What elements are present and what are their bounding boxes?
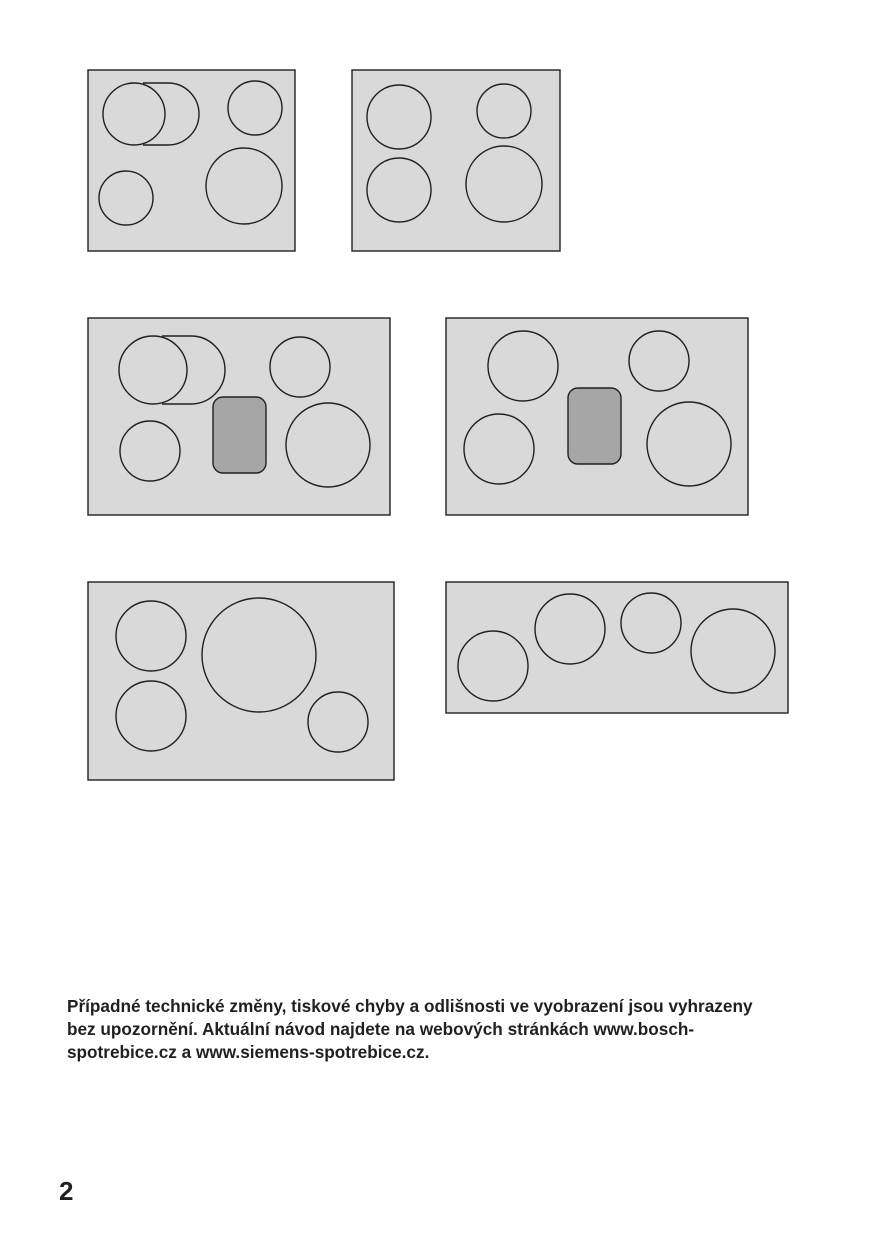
cooktop-layout-2 <box>352 70 560 251</box>
cooktop-layout-4 <box>446 318 748 515</box>
disclaimer-line-3: spotrebice.cz a www.siemens-spotrebice.cz. <box>67 1042 430 1062</box>
cooktop-layout-6 <box>446 582 788 713</box>
disclaimer-line-2: bez upozornění. Aktuální návod najdete na webových stránkách www.bosch- <box>67 1019 695 1039</box>
warming-zone <box>213 397 266 473</box>
page-number: 2 <box>59 1176 74 1206</box>
disclaimer-text <box>67 995 837 1064</box>
cooktop-layout-1 <box>88 70 295 251</box>
cooktop-layout-3 <box>88 318 390 515</box>
cooktop-layout-5 <box>88 582 394 780</box>
warming-zone <box>568 388 621 464</box>
cooktop-panel <box>352 70 560 251</box>
disclaimer-line-1: Případné technické změny, tiskové chyby a odlišnosti ve vyobrazení jsou vyhrazeny <box>67 996 753 1016</box>
